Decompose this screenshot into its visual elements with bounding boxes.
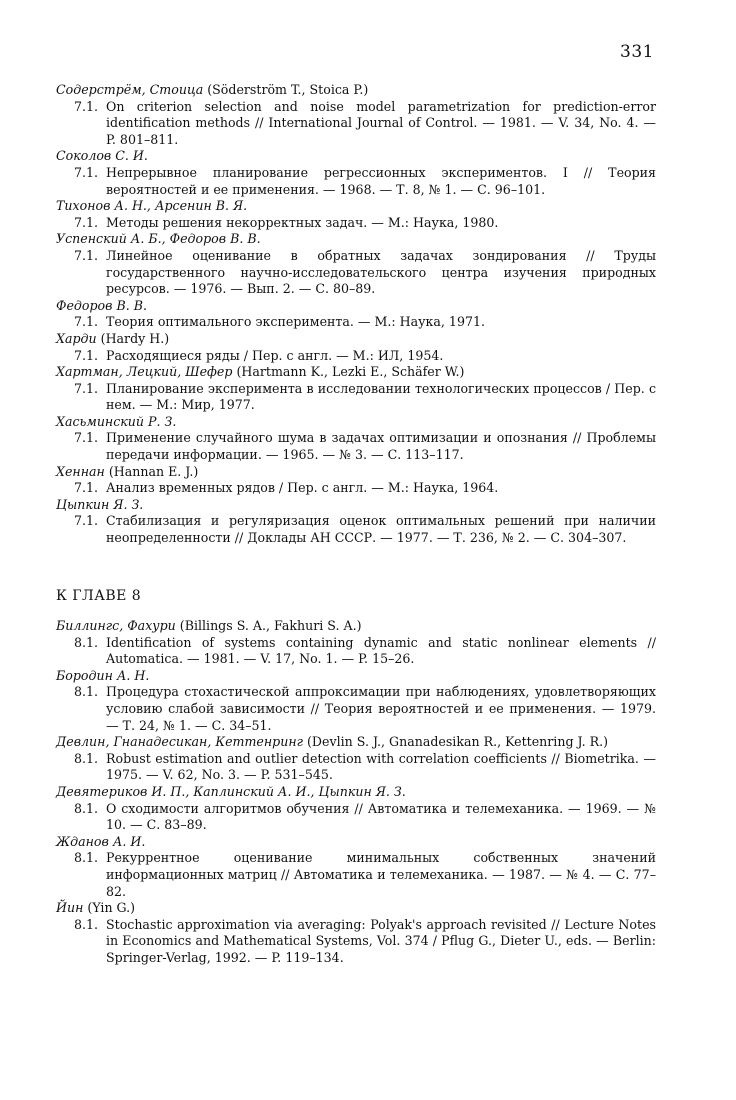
- reference-entry: 7.1. Методы решения некорректных задач. — М.: Наука, 1980.: [74, 214, 499, 230]
- reference-entry: 8.1. Рекуррентное оценивание минимальных собственных значений информационных матриц // Автоматика и телемеханика. — 1987. — № 4. — С. 77–82.: [74, 850, 656, 899]
- reference-entry: 8.1. Identification of systems containing dynamic and static nonlinear elements // Automatica. — 1981. — V. 17, No. 1. — P. 15–26.: [74, 634, 656, 667]
- reference-author: Биллингс, Фахури (Billings S. A., Fakhuri S. A.): [56, 618, 362, 633]
- reference-author: Цыпкин Я. З.: [56, 496, 144, 512]
- chapter-heading: К ГЛАВЕ 8: [56, 588, 142, 604]
- reference-author: Успенский А. Б., Федоров В. В.: [56, 231, 261, 247]
- reference-author: Девлин, Гнанадесикан, Кеттенринг (Devlin S. J., Gnanadesikan R., Kettenring J. R.): [56, 734, 608, 750]
- reference-author: Жданов А. И.: [56, 833, 146, 849]
- reference-author: Девятериков И. П., Каплинский А. И., Цыпкин Я. З.: [56, 783, 406, 799]
- reference-entry: 8.1. Stochastic approximation via averaging: Polyak's approach revisited // Lecture Notes in Economics and Mathematical Systems, Vol. 374 / Pflug G., Dieter U., eds. — Berlin: Springer-Verlag, 1992. — P. 119–134.: [74, 916, 656, 965]
- reference-author: Соколов С. И.: [56, 148, 148, 164]
- reference-entry: 7.1. Применение случайного шума в задачах оптимизации и опознания // Проблемы передачи информации. — 1965. — № 3. — С. 113–117.: [74, 430, 656, 463]
- reference-author: Йин (Yin G.): [56, 900, 136, 916]
- reference-entry: 7.1. Анализ временных рядов / Пер. с англ. — М.: Наука, 1964.: [74, 480, 499, 496]
- reference-entry: 7.1. Теория оптимального эксперимента. — М.: Наука, 1971.: [74, 314, 485, 330]
- reference-entry: 7.1. Линейное оценивание в обратных задачах зондирования // Труды государственного научно-исследовательского центра изучения природных ресурсов. — 1976. — Вып. 2. — С. 80–89.: [74, 247, 656, 297]
- reference-entry: 7.1. Планирование эксперимента в исследовании технологических процессов / Пер. с нем. — М.: Мир, 1977.: [74, 380, 656, 413]
- reference-entry: 7.1. On criterion selection and noise model parametrization for prediction-error identification methods // International Journal of Control. — 1981. — V. 34, No. 4. — P. 801–811.: [74, 98, 656, 147]
- references-chapter-7: [56, 82, 656, 547]
- reference-entry: 8.1. Процедура стохастической аппроксимации при наблюдениях, удовлетворяющих условию слабой зависимости // Теория вероятностей и ее применения. — 1979. — Т. 24, № 1. — С. 34–51.: [74, 684, 656, 733]
- reference-author: Бородин А. Н.: [56, 667, 150, 683]
- reference-author: Хартман, Лецкий, Шефер (Hartmann K., Lezki E., Schäfer W.): [56, 364, 465, 380]
- reference-entry: 7.1. Стабилизация и регуляризация оценок оптимальных решений при наличии неопределенности // Доклады АН СССР. — 1977. — Т. 236, № 2. — С. 304–307.: [74, 513, 656, 546]
- reference-author: Хасьминский Р. З.: [56, 413, 177, 429]
- reference-entry: 8.1. Robust estimation and outlier detection with correlation coefficients // Biometrika. — 1975. — V. 62, No. 3. — P. 531–545.: [74, 750, 656, 783]
- reference-entry: 8.1. О сходимости алгоритмов обучения // Автоматика и телемеханика. — 1969. — № 10. — С. 83–89.: [74, 800, 656, 833]
- reference-author: Харди (Hardy H.): [56, 330, 170, 346]
- reference-author: Тихонов А. Н., Арсенин В. Я.: [56, 198, 248, 214]
- reference-author: Хеннан (Hannan E. J.): [56, 463, 199, 479]
- reference-author: Федоров В. В.: [56, 297, 147, 313]
- page-number: 331: [620, 42, 654, 62]
- reference-entry: 7.1. Расходящиеся ряды / Пер. с англ. — М.: ИЛ, 1954.: [74, 347, 444, 363]
- reference-author: Содерстрём, Стоица (Söderström T., Stoica P.): [56, 82, 369, 97]
- references-chapter-8: [56, 618, 656, 966]
- reference-entry: 7.1. Непрерывное планирование регрессионных экспериментов. I // Теория вероятностей и ее применения. — 1968. — Т. 8, № 1. — С. 96–101.: [74, 164, 656, 197]
